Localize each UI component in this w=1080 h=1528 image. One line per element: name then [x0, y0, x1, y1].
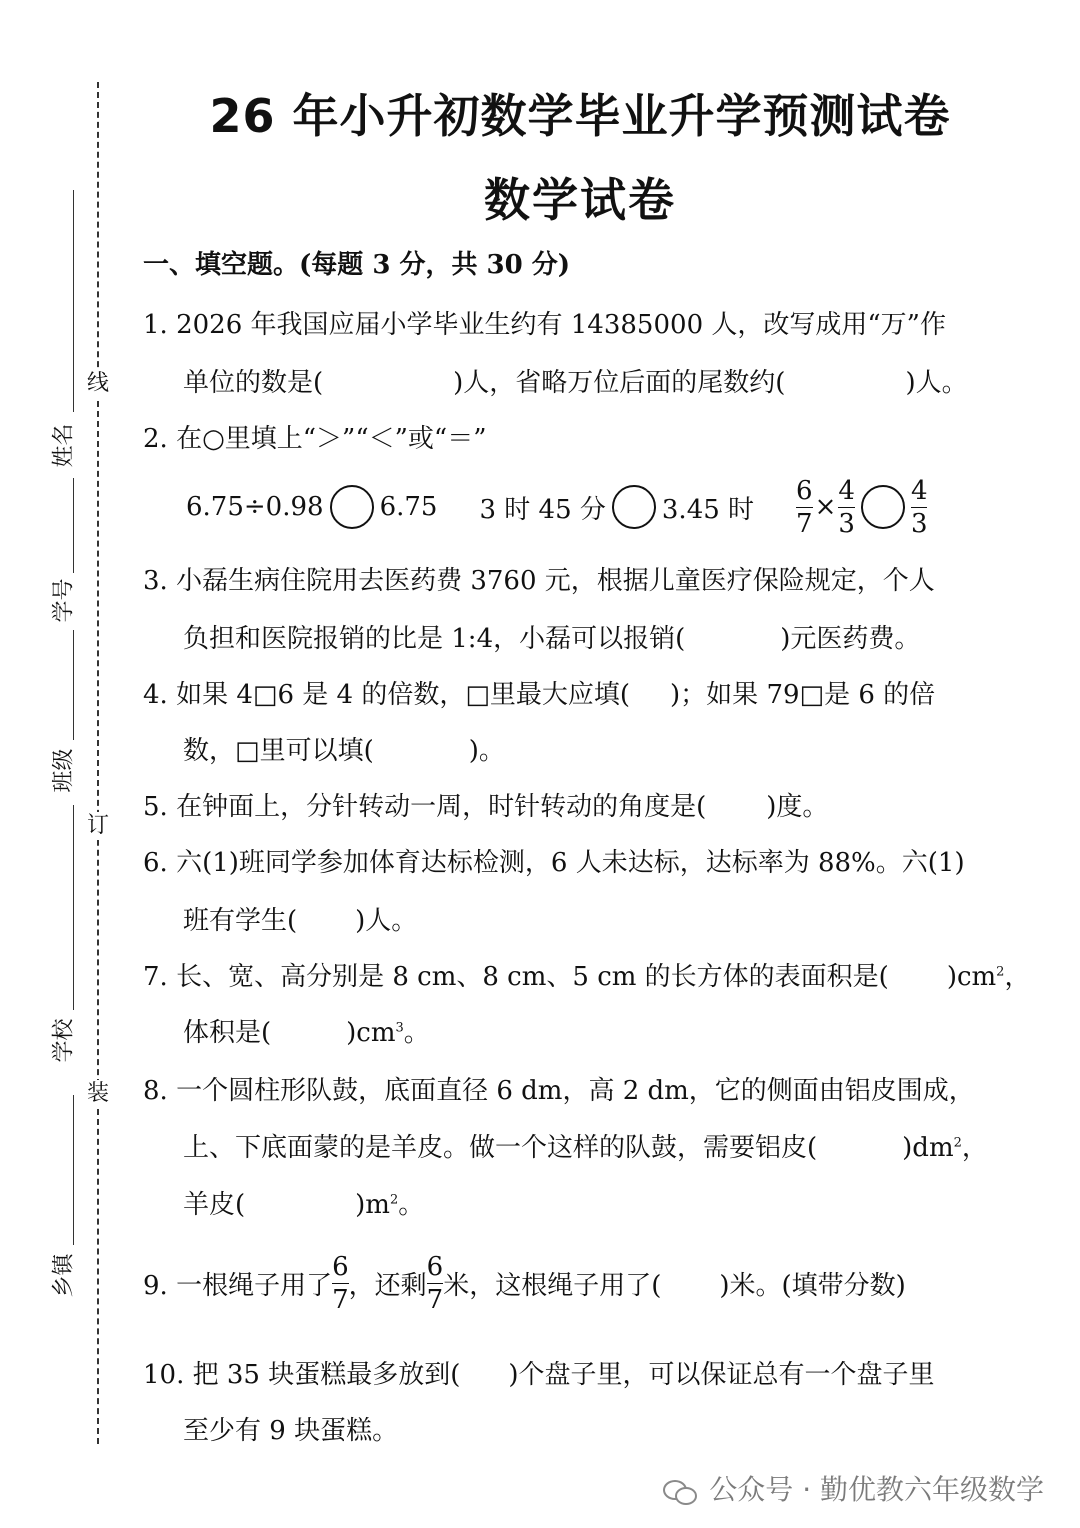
field-school-line	[73, 805, 74, 1010]
field-school-label: 学校	[51, 1018, 77, 1063]
q1-text-b: )人，省略万位后面的尾数约(	[453, 368, 786, 398]
q2-fraction-2: $\frac{4}{3}$	[838, 475, 855, 539]
q6-line1: 6. 六(1)班同学参加体育达标检测，6 人未达标，达标率为 88%。六(1)	[143, 848, 965, 878]
q4-text-a: 4. 如果 4□6 是 4 的倍数，□里最大应填(	[143, 680, 631, 710]
q9-fraction-1: $\frac{6}{7}$	[332, 1251, 349, 1315]
q3-line1: 3. 小磊生病住院用去医药费 3760 元，根据儿童医疗保险规定，个人	[143, 566, 935, 596]
watermark-text: 公众号 · 勤优教六年级数学	[709, 1473, 1044, 1506]
q8-text-c: ，	[961, 1133, 988, 1163]
q3-text-a: 负担和医院报销的比是 1:4，小磊可以报销(	[183, 624, 686, 654]
q8-sup-1: 2	[953, 1135, 962, 1151]
q7-text-e: )cm	[346, 1018, 396, 1048]
q8-text-f: 。	[398, 1190, 425, 1220]
q2-expr-a-right: 6.75	[379, 492, 438, 522]
binding-word-bind: 装	[84, 1080, 112, 1108]
field-class-line	[73, 630, 74, 740]
q7-text-c: ，	[1004, 962, 1031, 992]
q2-circle-3[interactable]	[861, 485, 905, 529]
q10-text-b: )个盘子里，可以保证总有一个盘子里	[508, 1360, 935, 1390]
q1-text-a: 单位的数是(	[183, 368, 324, 398]
q3-line2	[183, 618, 920, 655]
q8-text-e: )m	[355, 1190, 390, 1220]
q9-text-d: )米。(填带分数)	[719, 1270, 906, 1301]
q2-fraction-3: $\frac{4}{3}$	[910, 475, 928, 539]
q4-text-d: )。	[468, 736, 505, 766]
field-class-label: 班级	[51, 748, 77, 793]
q2-times-sign: ×	[814, 492, 837, 522]
q9-text-c: 米，这根绳子用了(	[443, 1270, 662, 1301]
q8-text-a: 上、下底面蒙的是羊皮。做一个这样的队鼓，需要铝皮(	[183, 1133, 818, 1163]
q2-expr-b-left: 3 时 45 分	[479, 494, 606, 525]
q8-line3	[183, 1184, 424, 1221]
q9-line1	[143, 1248, 906, 1318]
q7-text-d: 体积是(	[183, 1018, 272, 1048]
q2-comparisons	[186, 472, 927, 542]
q9-text-b: ，还剩	[348, 1270, 427, 1301]
watermark	[663, 1468, 1044, 1508]
q8-sup-2: 2	[389, 1192, 399, 1208]
field-town-label: 乡镇	[51, 1253, 77, 1298]
q1-line2	[183, 362, 968, 399]
q7-line1	[143, 956, 1030, 993]
field-name-line	[73, 190, 74, 412]
q6-text-b: )人。	[355, 906, 418, 936]
q5-text-a: 5. 在钟面上，分针转动一周，时针转动的角度是(	[143, 792, 707, 822]
q10-line2: 至少有 9 块蛋糕。	[183, 1416, 399, 1446]
q7-sup-1: 2	[996, 964, 1005, 980]
q10-line1	[143, 1354, 935, 1391]
q7-sup-2: 3	[395, 1020, 404, 1036]
q5-line1	[143, 786, 828, 823]
field-id-line	[73, 478, 74, 573]
field-town-line	[73, 1095, 74, 1245]
q1-text-c: )人。	[905, 368, 968, 398]
binding-word-staple: 订	[84, 812, 112, 840]
q6-line2	[183, 900, 417, 937]
q9-fraction-2: $\frac{6}{7}$	[426, 1251, 444, 1315]
q2-circle-1[interactable]	[330, 485, 374, 529]
field-name-label: 姓名	[51, 423, 77, 468]
q4-text-c: 数，□里可以填(	[183, 736, 374, 766]
section-heading: 一、填空题。(每题 3 分，共 30 分)	[143, 250, 571, 280]
q7-text-f: 。	[403, 1018, 430, 1048]
q9-text-a: 9. 一根绳子用了	[143, 1270, 333, 1301]
q1-line1: 1. 2026 年我国应届小学毕业生约有 14385000 人，改写成用“万”作	[143, 310, 946, 340]
q8-text-d: 羊皮(	[183, 1190, 246, 1220]
q8-line2	[183, 1127, 988, 1164]
q7-line2	[183, 1012, 430, 1049]
q5-text-b: )度。	[766, 792, 829, 822]
q4-line1	[143, 674, 935, 711]
q3-text-b: )元医药费。	[780, 624, 921, 654]
q8-line1: 8. 一个圆柱形队鼓，底面直径 6 dm，高 2 dm，它的侧面由铝皮围成，	[143, 1076, 975, 1106]
q2-circle-2[interactable]	[612, 485, 656, 529]
binding-word-line: 线	[84, 370, 112, 398]
field-id-label: 学号	[51, 578, 77, 623]
page-subtitle: 数学试卷	[484, 173, 676, 227]
q4-line2	[183, 730, 505, 767]
q7-text-b: )cm	[946, 962, 997, 992]
q2-fraction-1: $\frac{6}{7}$	[796, 475, 813, 539]
page-title: 26 年小升初数学毕业升学预测试卷	[209, 89, 951, 143]
q4-text-b: )；如果 79□是 6 的倍	[670, 680, 936, 710]
q6-text-a: 班有学生(	[183, 906, 298, 936]
q10-text-a: 10. 把 35 块蛋糕最多放到(	[143, 1360, 461, 1390]
q2-line1: 2. 在○里填上“＞”“＜”或“＝”	[143, 424, 487, 454]
q8-text-b: )dm	[902, 1133, 954, 1163]
q7-text-a: 7. 长、宽、高分别是 8 cm、8 cm、5 cm 的长方体的表面积是(	[143, 962, 889, 992]
q2-expr-a-left: 6.75÷0.98	[186, 492, 324, 522]
wechat-icon	[663, 1478, 699, 1504]
q2-expr-b-right: 3.45 时	[661, 494, 755, 525]
binding-dashed-line	[97, 82, 99, 1444]
